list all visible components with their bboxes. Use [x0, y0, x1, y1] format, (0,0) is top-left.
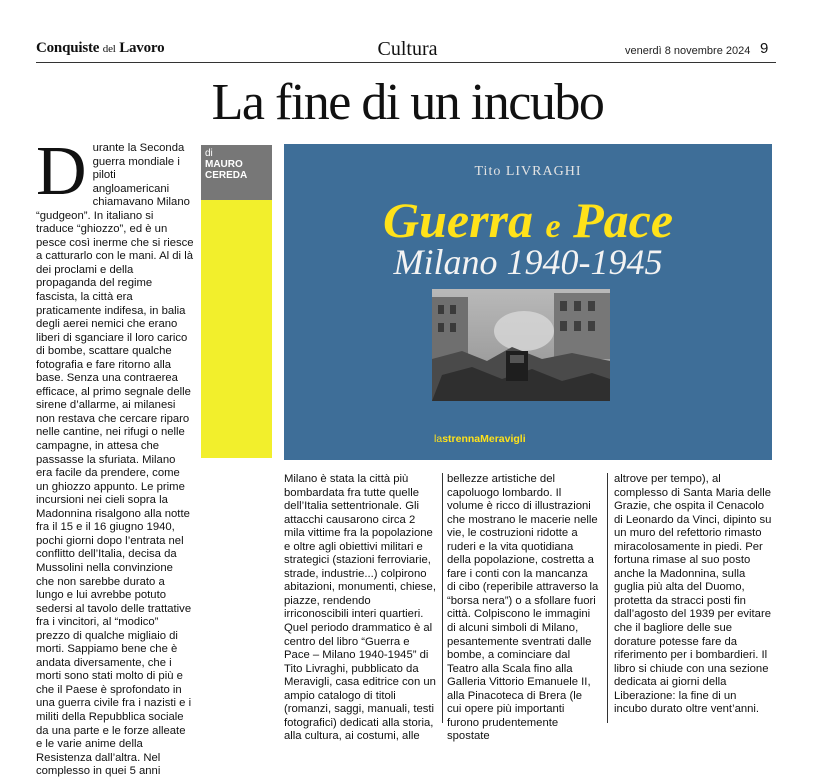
brand-word-3: Lavoro — [119, 40, 165, 56]
column-4-text: altrove per tempo), al complesso di Santa Maria delle Grazie, che ospita il Cenacolo di Leonardo da Vinci, dipinto su un muro del refettorio rimasto miracolosamente in piedi. Per fortuna rimase al suo posto anche la Madonnina, sulla guglia più alta del Duomo, protetta da stracci posti fin dall’agosto del 1939 per evitare che il bagliore delle sue dorature potesse fare da riferimento per i bombardieri. Il libro si chiude con una sezione dedicata ai giorni della Liberazione: la fine di un incubo durato oltre vent’anni. — [614, 473, 772, 716]
page-header — [0, 0, 815, 64]
cover-subtitle: Milano 1940-1945 — [393, 242, 663, 282]
brand-word-2: del — [102, 43, 116, 55]
publisher-logo — [434, 433, 526, 445]
article-title: La fine di un incubo — [211, 74, 604, 131]
book-cover — [284, 144, 772, 460]
column-divider — [442, 473, 443, 723]
column-3-text: bellezze artistiche del capoluogo lombardo. Il volume è ricco di illustrazioni che mostrano le macerie nelle vie, le costruzioni ridotte a ruderi e la vita quotidiana della popolazione, costretta a fare i conti con la mancanza di cibo (reperibile attraverso la “borsa nera”) o a sfollare fuori città. Colpiscono le immagini di alcuni simboli di Milano, pesantemente sventrati dalle bombe, a cominciare dal Teatro alla Scala fino alla Galleria Vittorio Emanuele II, alla Pinacoteca di Brera (le cui opere più importanti furono prudentemente spostate — [447, 473, 599, 743]
cover-title-conj: e — [545, 208, 561, 245]
drop-cap: D — [36, 133, 87, 210]
cover-title-word-1: Guerra — [382, 192, 533, 248]
page-number: 9 — [760, 40, 769, 57]
byline-name-2: CEREDA — [205, 170, 248, 181]
cover-photo — [432, 289, 610, 401]
accent-bar — [201, 200, 272, 458]
article-column-3 — [447, 473, 599, 744]
cover-title-word-2: Pace — [573, 192, 674, 248]
header-rule — [36, 62, 776, 63]
brand-word-1: Conquiste — [36, 40, 100, 56]
column-divider — [607, 473, 608, 723]
article-column-2 — [284, 473, 436, 744]
war-ruins-photo-icon — [432, 289, 610, 401]
article-column-4 — [614, 473, 772, 717]
publisher-end: Meravigli — [480, 433, 526, 445]
issue-date: venerdì 8 novembre 2024 — [625, 45, 751, 57]
byline-name-1: MAURO — [205, 159, 243, 170]
byline-prefix: di — [205, 148, 213, 159]
cover-author: Tito LIVRAGHI — [474, 164, 582, 179]
article-column-1 — [36, 133, 194, 779]
column-2-text: Milano è stata la città più bombardata fra tutte quelle dell’Italia settentrionale. Gli attacchi causarono circa 2 mila vittime fra la popolazione e oltre agli obiettivi militari e strategici (stazioni ferroviarie, strade, industrie...) colpirono abitazioni, monumenti, chiese, piazze, rendendo irriconoscibili interi quartieri. Quel periodo drammatico è al centro del libro “Guerra e Pace – Milano 1940-1945” di Tito Livraghi, pubblicato da Meravigli, casa editrice con un ampio catalogo di titoli (romanzi, saggi, manuali, testi fotografici) dedicati alla storia, alla cultura, ai costumi, alle — [284, 473, 436, 743]
byline-box — [201, 145, 272, 200]
publisher-mid: strenna — [442, 433, 481, 445]
section-title: Cultura — [377, 38, 438, 60]
column-1-text: urante la Seconda guerra mondiale i piloti angloamericani chiamavano Milano “gudgeon”. In italiano si traduce “ghiozzo”, ed è un pesce così inerme che si riesce a catturarlo con le mani. Al di là dei proclami e della propaganda del regime fascista, la città era praticamente indifesa, in balia degli aerei nemici che erano liberi di sganciare il loro carico di bombe, scattare qualche fotografia e fare ritorno alla base. Senza una contraerea efficace, al primo segnale delle sirene d’allarme, ai milanesi non restava che cercare riparo nelle cantine, nei rifugi o nelle campagne, in attesa che passasse la sfuriata. Milano era facile da prendere, come un ghiozzo appunto. Le prime incursioni nei cieli sopra la Madonnina risalgono alla notte fra il 15 e il 16 giugno 1940, pochi giorni dopo l’entrata nel conflitto dell’Italia, decisa da Mussolini nella convinzione che non sarebbe durato a lungo e lui avrebbe potuto sedersi al tavolo delle trattative fra i vincitori, al “modico” prezzo di qualche migliaio di morti. Sappiamo bene che è andata diversamente, che i morti sono stati molto di più e che il Paese è sprofondato in una guerra civile fra i nazisti e i militi della Repubblica sociale da una parte e le forze alleate e le varie anime della Resistenza dall’altra. Nel complesso in quei 5 anni — [36, 142, 194, 778]
publisher-prefix: la — [434, 433, 443, 445]
